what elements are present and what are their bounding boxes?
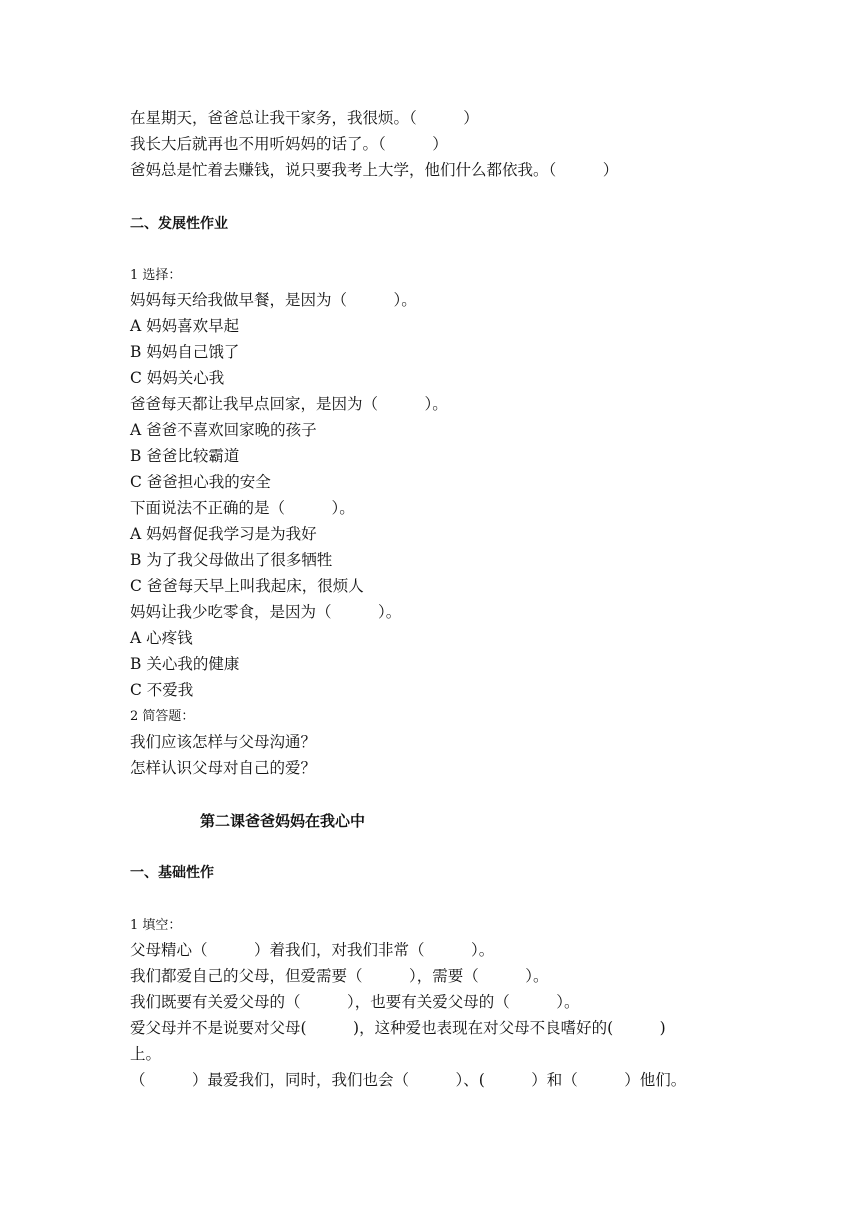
fill-line: 父母精心（ ）着我们，对我们非常（ ）。 <box>130 941 495 959</box>
question-label-fill: 1 填空： <box>130 918 182 933</box>
option-line: A 妈妈督促我学习是为我好 <box>130 525 317 543</box>
question-line: 下面说法不正确的是（ ）。 <box>130 499 355 517</box>
option-line: B 关心我的健康 <box>130 655 240 673</box>
fill-line: 我们都爱自己的父母，但爱需要（ ），需要（ ）。 <box>130 967 549 985</box>
fill-line: 上。 <box>130 1045 162 1063</box>
question-label-short-answer: 2 简答题： <box>130 709 195 724</box>
statement-line: 爸妈总是忙着去赚钱，说只要我考上大学，他们什么都依我。（ ） <box>130 161 619 179</box>
option-line: B 妈妈自己饿了 <box>130 343 240 361</box>
question-label-choice: 1 选择： <box>130 268 182 283</box>
option-line: C 爸爸每天早上叫我起床，很烦人 <box>130 577 364 595</box>
option-line: C 爸爸担心我的安全 <box>130 473 271 491</box>
option-line: A 妈妈喜欢早起 <box>130 317 240 335</box>
option-line: B 爸爸比较霸道 <box>130 447 240 465</box>
option-line: C 不爱我 <box>130 681 194 699</box>
lesson-title: 第二课爸爸妈妈在我心中 <box>200 812 366 830</box>
section-heading-basic: 一、基础性作 <box>130 865 214 881</box>
fill-line: 爱父母并不是说要对父母( )，这种爱也表现在对父母不良嗜好的( ) <box>130 1019 666 1037</box>
fill-line: （ ）最爱我们，同时，我们也会（ ）、( ）和（ ）他们。 <box>130 1071 687 1089</box>
option-line: B 为了我父母做出了很多牺牲 <box>130 551 333 569</box>
option-line: C 妈妈关心我 <box>130 369 225 387</box>
option-line: A 心疼钱 <box>130 629 193 647</box>
fill-line: 我们既要有关爱父母的（ ），也要有关爱父母的（ ）。 <box>130 993 580 1011</box>
option-line: A 爸爸不喜欢回家晚的孩子 <box>130 421 317 439</box>
statement-line: 在星期天，爸爸总让我干家务，我很烦。（ ） <box>130 109 479 127</box>
section-heading-developmental: 二、发展性作业 <box>130 216 228 232</box>
question-line: 妈妈每天给我做早餐，是因为（ ）。 <box>130 291 417 309</box>
question-line: 爸爸每天都让我早点回家，是因为（ ）。 <box>130 395 448 413</box>
question-line: 我们应该怎样与父母沟通？ <box>130 733 317 751</box>
question-line: 怎样认识父母对自己的爱？ <box>130 759 317 777</box>
statement-line: 我长大后就再也不用听妈妈的话了。（ ） <box>130 135 448 153</box>
question-line: 妈妈让我少吃零食，是因为（ ）。 <box>130 603 402 621</box>
